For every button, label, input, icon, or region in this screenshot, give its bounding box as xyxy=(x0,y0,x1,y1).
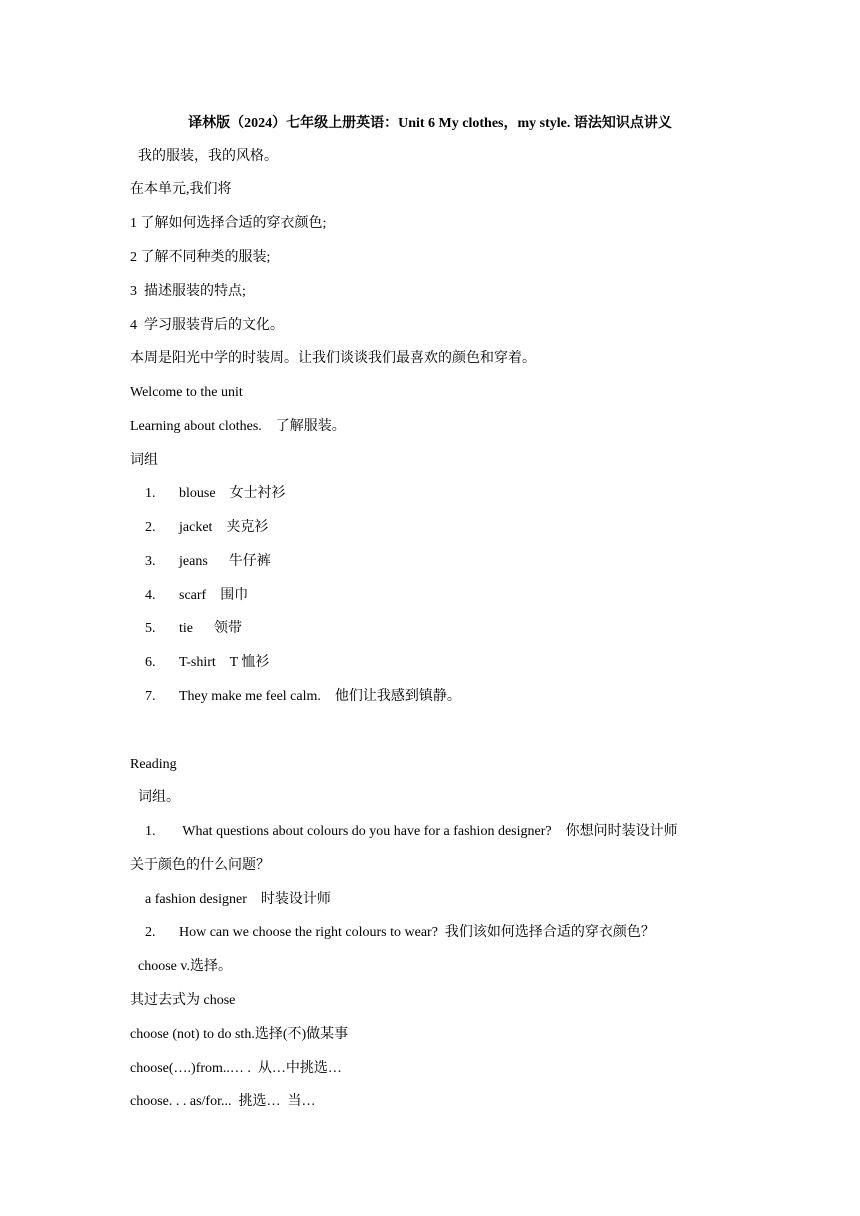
reading-heading: Reading xyxy=(130,757,177,772)
list-item-number: 1. xyxy=(145,486,156,501)
unit-lead: 在本单元,我们将 xyxy=(130,182,232,197)
question-number: 1. xyxy=(145,824,156,839)
list-item-number: 6. xyxy=(145,655,156,670)
list-item: blouse 女士衬衫 xyxy=(179,486,286,501)
list-item: T-shirt T 恤衫 xyxy=(179,655,270,670)
usage-line: choose(….)from..… . 从…中挑选… xyxy=(130,1061,342,1076)
list-item: tie 领带 xyxy=(179,621,242,636)
list-item-number: 3. xyxy=(145,554,156,569)
list-item: They make me feel calm. 他们让我感到镇静。 xyxy=(179,689,461,704)
usage-line: choose. . . as/for... 挑选… 当… xyxy=(130,1094,316,1109)
past-tense-line: 其过去式为 chose xyxy=(130,993,236,1008)
phrase-line: a fashion designer 时装设计师 xyxy=(145,892,331,907)
reading-phrases-label: 词组。 xyxy=(138,790,180,805)
goal-item: 4 学习服装背后的文化。 xyxy=(130,318,284,333)
list-item-number: 7. xyxy=(145,689,156,704)
goal-item: 3 描述服装的特点; xyxy=(130,284,246,299)
question-continuation: 关于颜色的什么问题？ xyxy=(130,858,270,873)
usage-line: choose (not) to do sth.选择(不)做某事 xyxy=(130,1027,349,1042)
week-intro: 本周是阳光中学的时装周。让我们谈谈我们最喜欢的颜色和穿着。 xyxy=(130,351,536,366)
list-item-number: 4. xyxy=(145,588,156,603)
welcome-heading: Welcome to the unit xyxy=(130,385,243,400)
definition-line: choose v.选择。 xyxy=(138,959,232,974)
learning-line: Learning about clothes. 了解服装。 xyxy=(130,419,346,434)
question-text: What questions about colours do you have for a fashion designer? 你想问时装设计师 xyxy=(179,824,678,839)
list-item: jeans 牛仔裤 xyxy=(179,554,271,569)
list-item: jacket 夹克衫 xyxy=(179,520,269,535)
question-text: How can we choose the right colours to wear? 我们该如何选择合适的穿衣颜色？ xyxy=(179,925,655,940)
list-item-number: 2. xyxy=(145,520,156,535)
document-title: 译林版（2024）七年级上册英语：Unit 6 My clothes，my style. 语法知识点讲义 xyxy=(188,116,672,131)
list-item: scarf 围巾 xyxy=(179,588,249,603)
goal-item: 1 了解如何选择合适的穿衣颜色; xyxy=(130,216,327,231)
goal-item: 2 了解不同种类的服装; xyxy=(130,250,271,265)
list-item-number: 5. xyxy=(145,621,156,636)
phrases-label: 词组 xyxy=(130,453,158,468)
question-number: 2. xyxy=(145,925,156,940)
unit-subtitle: 我的服装，我的风格。 xyxy=(138,149,278,164)
